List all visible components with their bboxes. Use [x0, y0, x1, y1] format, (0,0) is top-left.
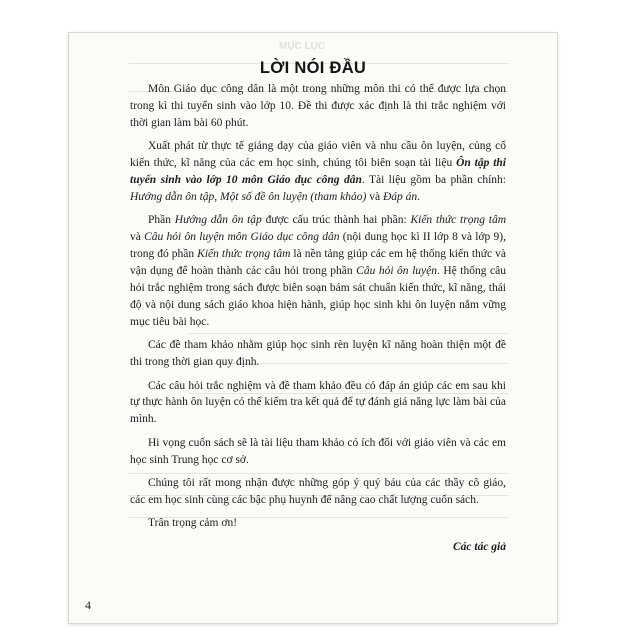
paragraph-3-text-a: Phần	[148, 214, 175, 227]
paragraph-5: Các câu hỏi trắc nghiệm và đề tham khảo đều có đáp án giúp các em sau khi tự thực hành ôn luyện có thể kiểm tra kết quả để tự đánh giá năng lực làm bài của mình.	[130, 379, 506, 426]
preface-body	[130, 81, 506, 562]
page-title: LỜI NÓI ĐẦU	[259, 59, 367, 77]
paragraph-3	[130, 212, 506, 330]
paragraph-6: Hi vọng cuốn sách sẽ là tài liệu tham khảo có ích đối với giáo viên và các em học sinh Trung học cơ sở.	[130, 436, 506, 466]
part-name-guide: Hướng dẫn ôn tập	[174, 214, 262, 227]
signature: Các tác giả	[452, 540, 506, 553]
separator: ,	[214, 190, 221, 203]
paragraph-3-text-b: được cấu trúc thành hai phần:	[261, 214, 411, 227]
ghost-heading: MỤC LỤC	[279, 41, 326, 52]
subpart-practice-questions: Câu hỏi ôn luyện	[356, 265, 437, 278]
part-name-answers: Đáp án	[382, 190, 418, 203]
book-title-emphasis: Ôn tập thi tuyển sinh vào lớp 10 môn Giáo dục công dân	[130, 157, 506, 187]
subpart-practice-questions: Câu hỏi ôn luyện môn Giáo dục công dân	[144, 231, 340, 244]
part-name-guide: Hướng dẫn ôn tập	[130, 190, 215, 203]
subpart-core-knowledge: Kiến thức trọng tâm	[197, 248, 291, 261]
thanks-line: Trân trọng cảm ơn!	[148, 517, 238, 530]
separator: và	[366, 190, 383, 203]
paragraph-1: Môn Giáo dục công dân là một trong những môn thi có thể được lựa chọn trong kì thi tuyển sinh vào lớp 10. Đề thi được xác định là thi trắc nghiệm với thời gian làm bài 60 phút.	[130, 83, 506, 129]
paragraph-2-text-b: . Tài liệu gồm ba phần chính:	[361, 174, 506, 187]
paragraph-2	[130, 138, 506, 206]
page-number: 4	[85, 598, 91, 612]
paragraph-7: Chúng tôi rất mong nhận được những góp ý quý báu của các thầy cô giáo, các em học sinh cùng các bậc phụ huynh để nâng cao chất lượng cuốn sách.	[130, 477, 506, 506]
subpart-core-knowledge: Kiến thức trọng tâm	[410, 214, 507, 227]
paragraph-3-text-f: . Hệ thống câu hỏi trắc nghiệm trong sách được biên soạn bám sát chuẩn kiến thức, kĩ năng, thái độ và nội dung sách giáo khoa hiện hành, giúp học sinh khi ôn luyện nắm vững mục tiêu bài học.	[130, 265, 506, 328]
paragraph-3-text-d: (nội dung học kì II lớp 8 và lớp 9), trong đó phần	[130, 231, 506, 261]
part-name-tests: Một số đề ôn luyện (tham khảo)	[220, 190, 367, 203]
book-page	[68, 32, 558, 624]
paragraph-3-text-e: là nền tảng giúp các em hệ thống kiến thức và vận dụng để hoàn thành các câu hỏi trong phần	[130, 248, 506, 278]
paragraph-2-text-a: Xuất phát từ thực tế giảng dạy của giáo viên và nhu cầu ôn luyện, củng cố kiến thức, kĩ năng của các em học sinh, chúng tôi biên soạn tài liệu	[130, 140, 506, 170]
paragraph-2-end: .	[417, 190, 420, 203]
paragraph-3-text-c: và	[130, 231, 145, 244]
paragraph-4: Các đề tham khảo nhằm giúp học sinh rèn luyện kĩ năng hoàn thiện một đề thi trong thời gian quy định.	[130, 339, 506, 369]
